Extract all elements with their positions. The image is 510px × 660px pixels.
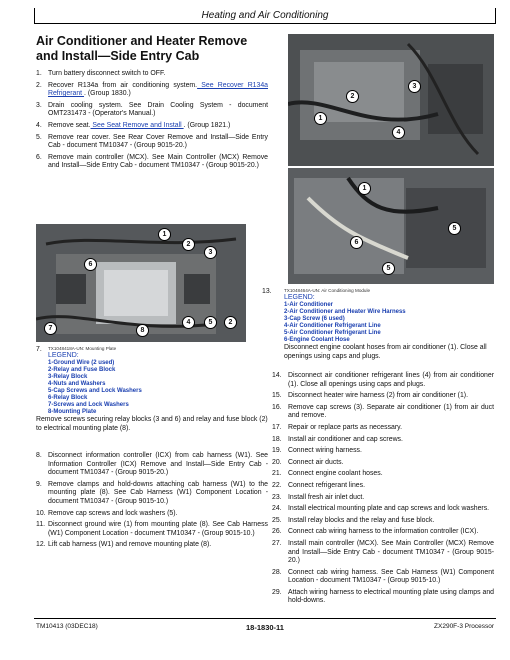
list-item [36, 521, 268, 538]
step-text: Connect refrigerant lines. [288, 481, 365, 489]
list-item [272, 589, 494, 606]
step-text: Install main controller (MCX). See Main Controller (MCX) Remove and Install—Side Entry Cab - document TM10347 - (Group 9015-20.) [288, 539, 494, 565]
list-item [272, 517, 494, 526]
legend-item: 5-Air Conditioner Refrigerant Line [284, 330, 381, 336]
steps-list-bottom [36, 452, 268, 553]
list-item [272, 569, 494, 586]
step-text: Install electrical mounting plate and cap screws and lock washers. [288, 505, 490, 513]
step-number: 1. [36, 70, 42, 77]
step-text: Connect cab wiring harness. See Cab Harness (W1) Component Location - document TM10347 - (Group 9015-10.) [288, 568, 494, 585]
list-item [36, 541, 268, 550]
step-number: 10. [36, 509, 46, 517]
step-number: 8. [36, 452, 42, 459]
list-item [272, 392, 494, 401]
step-number: 18. [272, 435, 282, 443]
list-item [272, 528, 494, 537]
page-title: Air Conditioner and Heater Remove and Install—Side Entry Cab [36, 34, 248, 63]
step-text [48, 82, 268, 99]
ac-module-note: Disconnect engine coolant hoses from air conditioner (1). Close all openings using caps and plugs. [284, 344, 487, 360]
callout-number: 4 [182, 316, 195, 329]
list-item [272, 482, 494, 491]
step-text: Disconnect heater wire harness (2) from air conditioner (1). [288, 392, 468, 400]
step-text: Disconnect information controller (ICX) from cab harness (W1). See Information Controller (ICX) Remove and Install—Side Entry Cab - document TM10347 - (Group 9015-20.) [48, 452, 268, 477]
list-item [272, 505, 494, 514]
step-number: 7. [36, 346, 42, 353]
step-text: Remove cap screws and lock washers (5). [48, 509, 178, 517]
mounting-plate-photo [36, 224, 246, 342]
legend-item: 6-Engine Coolant Hose [284, 337, 350, 343]
legend-item: 4-Nuts and Washers [48, 381, 106, 387]
step-text: Disconnect ground wire (1) from mounting plate (8). See Cab Harness (W1) Component Location - document TM10347 - (Group 9015-10.) [48, 521, 268, 537]
step-text: Install relay blocks and the relay and fuse block. [288, 516, 435, 524]
legend-item: 3-Cap Screw (6 used) [284, 316, 345, 322]
step-text-prefix: Remove seat. [48, 121, 91, 129]
ac-module-photo-top [288, 34, 494, 166]
step-text: Install air conditioner and cap screws. [288, 435, 403, 443]
list-item [36, 82, 268, 99]
callout-number: 6 [84, 258, 97, 271]
step-text: Drain cooling system. See Drain Cooling System - document OMT231473 - (Operator's Manual.) [48, 101, 268, 118]
list-item [36, 122, 268, 131]
step-number: 9. [36, 480, 42, 488]
step-text: Install fresh air inlet duct. [288, 493, 365, 501]
step-number: 4. [36, 121, 42, 129]
legend-item: 6-Relay Block [48, 395, 88, 401]
step-number: 25. [272, 516, 282, 524]
callout-number: 5 [448, 222, 461, 235]
section-title: Heating and Air Conditioning [201, 10, 329, 21]
step-number: 23. [272, 493, 282, 501]
ac-module-legend [262, 288, 494, 361]
legend-item: 1-Air Conditioner [284, 302, 333, 308]
step-number: 28. [272, 568, 282, 576]
list-item [36, 70, 268, 79]
step-text: Connect cab wiring harness to the information controller (ICX). [288, 528, 479, 536]
step-text: Turn battery disconnect switch to OFF. [48, 70, 166, 77]
list-item [272, 424, 494, 433]
list-item [36, 102, 268, 119]
callout-number: 3 [408, 80, 421, 93]
step-link[interactable]: See Recover R134a Refrigerant [48, 81, 268, 98]
step-number: 20. [272, 458, 282, 466]
ac-module-photo-bottom [288, 168, 494, 284]
step-number: 24. [272, 505, 282, 513]
step-number: 6. [36, 153, 42, 161]
footer-model: ZX290F-3 Processor [434, 623, 494, 630]
figure-id: TX1048464A-UN: Air Conditioning Module [284, 288, 371, 293]
step-number: 27. [272, 539, 282, 547]
steps-list-top [36, 70, 268, 174]
step-text: Disconnect air conditioner refrigerant lines (4) from air conditioner (1). Close all openings using caps and plugs. [288, 372, 494, 388]
mounting-plate-note: Remove screws securing relay blocks (3 and 6) and relay and fuse block (2) to electrical mounting plate (8). [36, 416, 268, 432]
list-item [36, 452, 268, 478]
mounting-plate-legend [36, 346, 268, 433]
step-text: Attach wiring harness to electrical mounting plate using clamps and hold-downs. [288, 588, 494, 605]
figure-id: TX1048418A-UN: Mounting Plate [48, 346, 117, 351]
list-item [272, 436, 494, 445]
step-text: Connect engine coolant hoses. [288, 470, 383, 478]
step-text: Repair or replace parts as necessary. [288, 423, 403, 431]
step-number: 22. [272, 481, 282, 489]
list-item [36, 481, 268, 507]
callout-number: 2 [346, 90, 359, 103]
step-number: 17. [272, 423, 282, 431]
step-number: 11. [36, 521, 46, 529]
list-item [36, 510, 268, 519]
callout-number: 8 [136, 324, 149, 337]
step-number: 12. [36, 541, 46, 549]
step-text: Connect air ducts. [288, 458, 344, 466]
callout-number: 2 [182, 238, 195, 251]
step-text: Remove clamps and hold-downs attaching cab harness (W1) to the mounting plate (8). See Cab Harness (W1) Component Location - document TM10347 - (Group 9015-10.) [48, 480, 268, 505]
footer-doc-id: TM10413 (03DEC18) [36, 623, 98, 630]
step-text: Remove main controller (MCX). See Main Controller (MCX) Remove and Install—Side Entry Cab - document TM10347 - (Group 9015-20.) [48, 153, 268, 170]
callout-number: 4 [392, 126, 405, 139]
legend-item: 4-Air Conditioner Refrigerant Line [284, 323, 381, 329]
list-item [272, 372, 494, 389]
ac-module-illustration-top [288, 34, 494, 166]
callout-number: 1 [358, 182, 371, 195]
list-item [36, 154, 268, 171]
legend-item: 3-Relay Block [48, 374, 88, 380]
callout-number: 7 [44, 322, 57, 335]
legend-item: 7-Screws and Lock Washers [48, 402, 129, 408]
step-number: 15. [272, 392, 282, 400]
callout-number: 2 [224, 316, 237, 329]
step-text-suffix: . (Group 1830.) [84, 90, 131, 98]
legend-item: 1-Ground Wire (2 used) [48, 360, 115, 366]
callout-number: 1 [158, 228, 171, 241]
steps-list-right [272, 372, 494, 609]
list-item [272, 447, 494, 456]
legend-title: LEGEND: [284, 294, 315, 301]
step-text-suffix: . (Group 1821.) [183, 121, 231, 129]
step-text: Remove cap screws (3). Separate air conditioner (1) from air duct and remove. [288, 403, 494, 420]
step-number: 5. [36, 133, 42, 141]
step-number: 13. [262, 288, 272, 295]
list-item [272, 494, 494, 503]
list-item [272, 540, 494, 566]
step-number: 14. [272, 372, 282, 379]
callout-number: 5 [382, 262, 395, 275]
list-item [272, 459, 494, 468]
list-item [272, 404, 494, 421]
step-number: 16. [272, 403, 282, 411]
step-number: 19. [272, 447, 282, 455]
legend-item: 2-Relay and Fuse Block [48, 367, 116, 373]
callout-number: 3 [204, 246, 217, 259]
legend-item: 2-Air Conditioner and Heater Wire Harness [284, 309, 406, 315]
step-link[interactable]: See Seat Remove and Install [90, 121, 184, 129]
legend-title: LEGEND: [48, 352, 79, 359]
step-number: 2. [36, 81, 42, 89]
page-footer [34, 618, 496, 632]
step-number: 3. [36, 101, 42, 109]
list-item [36, 134, 268, 151]
step-number: 29. [272, 588, 282, 596]
page-header [34, 8, 496, 24]
step-text: Connect wiring harness. [288, 447, 362, 455]
step-text: Remove rear cover. See Rear Cover Remove and Install—Side Entry Cab - document TM10347 - (Group 9015-20.) [48, 133, 268, 150]
step-text [48, 122, 268, 131]
legend-item: 5-Cap Screws and Lock Washers [48, 388, 142, 394]
step-text-prefix: Recover R134a from air conditioning system. [48, 81, 198, 89]
callout-number: 1 [314, 112, 327, 125]
legend-item: 8-Mounting Plate [48, 409, 97, 415]
footer-page-number: 18-1830-11 [246, 623, 284, 632]
step-number: 26. [272, 528, 282, 536]
callout-number: 6 [350, 236, 363, 249]
step-text: Lift cab harness (W1) and remove mounting plate (8). [48, 541, 212, 549]
step-number: 21. [272, 470, 282, 478]
callout-number: 5 [204, 316, 217, 329]
list-item [272, 470, 494, 479]
